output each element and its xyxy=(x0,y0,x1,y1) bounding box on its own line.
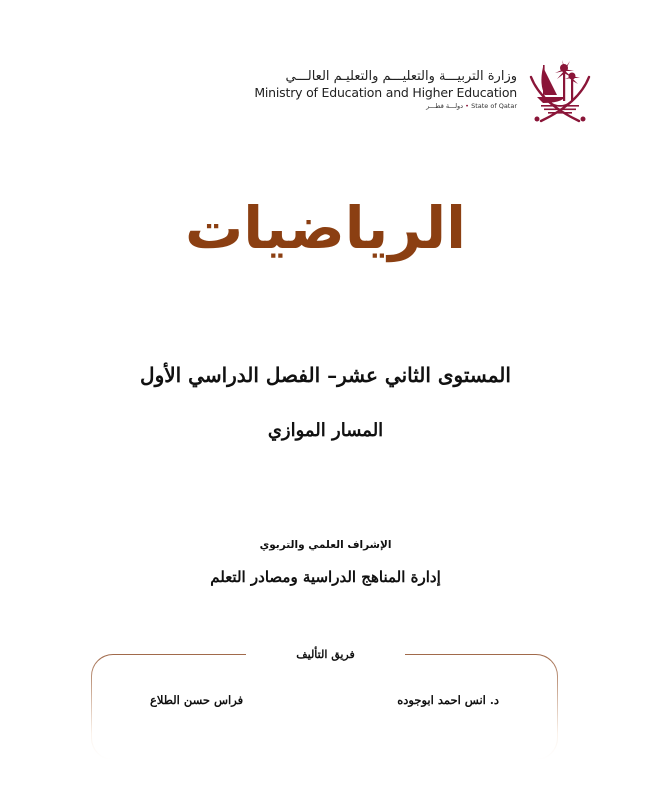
department-name: إدارة المناهج الدراسية ومصادر التعلم xyxy=(210,568,441,586)
author-name: د. انس احمد ابوجوده xyxy=(397,693,499,707)
ministry-header xyxy=(0,55,651,135)
ministry-name-block xyxy=(254,69,517,111)
ministry-name-english: Ministry of Education and Higher Education xyxy=(254,85,517,100)
author-name: فراس حسن الطلاع xyxy=(150,693,244,707)
qatar-emblem-icon xyxy=(527,55,593,127)
authoring-team-label: فريق التأليف xyxy=(246,648,405,661)
track-name: المسار الموازي xyxy=(267,420,384,441)
grade-semester-subtitle: المستوى الثاني عشر– الفصل الدراسي الأول xyxy=(140,363,511,387)
ministry-name-arabic: وزارة التربيـــة والتعليـــم والتعليـم العالـــي xyxy=(285,69,517,84)
state-name-arabic: دولـــة قطـــر xyxy=(426,102,464,110)
supervision-label: الإشراف العلمي والتربوي xyxy=(259,539,392,551)
state-name-english: State of Qatar xyxy=(471,102,517,110)
authoring-team-heading xyxy=(0,643,651,662)
authoring-team-box xyxy=(91,654,558,760)
state-separator: • xyxy=(465,102,470,110)
book-title: الرياضيات xyxy=(184,194,467,262)
state-of-qatar xyxy=(254,101,517,111)
